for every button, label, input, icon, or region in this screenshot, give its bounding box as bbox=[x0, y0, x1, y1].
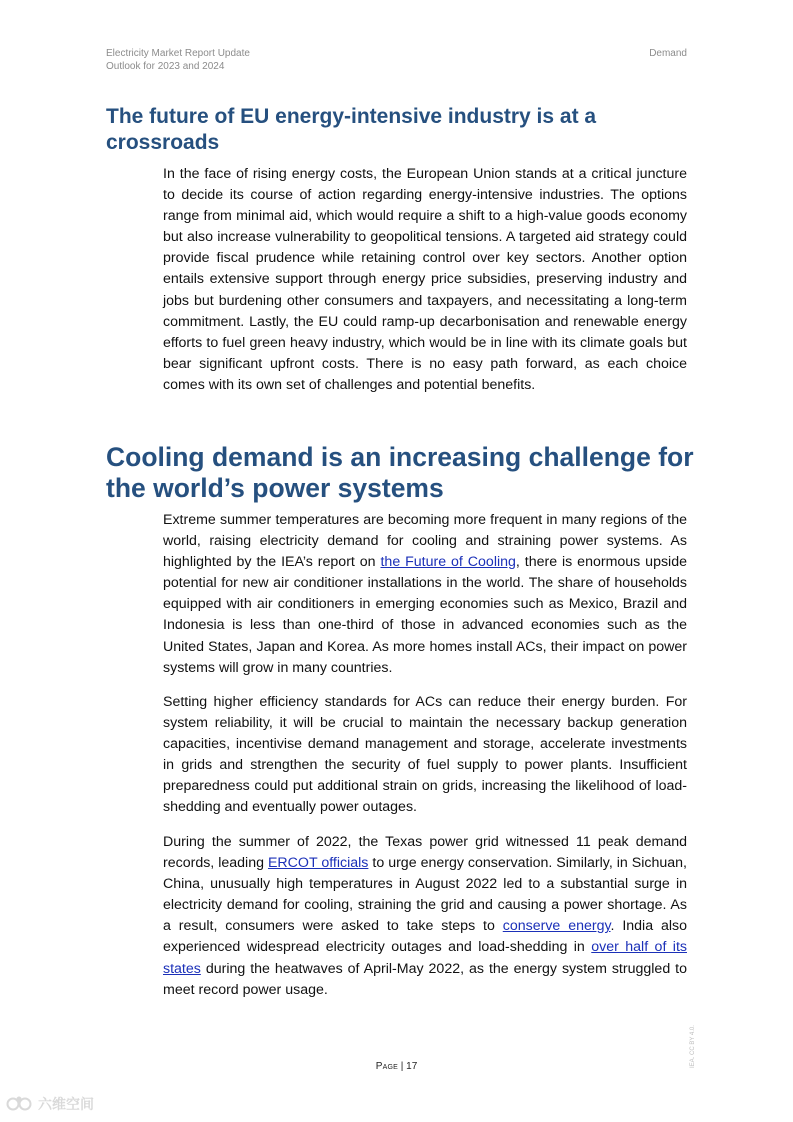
page-number: 17 bbox=[406, 1061, 418, 1072]
report-subtitle: Outlook for 2023 and 2024 bbox=[106, 61, 225, 72]
cooling-demand-heading: Cooling demand is an increasing challenge for the world’s power systems bbox=[106, 442, 694, 503]
cooling-p3-text-b: to urge energy conservation. Similarly, in Sichuan, China, unusually high temperatures in August 2022 led to a substantial surge in electricity demand for cooling, straining the grid and causing a power shortage. As a result, consumers were asked to take steps to bbox=[163, 855, 687, 935]
cooling-paragraph-1 bbox=[163, 510, 687, 679]
page-footer bbox=[0, 1061, 793, 1072]
cooling-paragraph-3 bbox=[163, 832, 687, 1001]
cooling-p1-text-a: Extreme summer temperatures are becoming more frequent in many regions of the world, raising electricity demand for cooling and straining power systems. As highlighted by the IEA’s report on bbox=[163, 512, 687, 571]
section-label: Demand bbox=[649, 48, 687, 59]
future-of-cooling-link[interactable]: the Future of Cooling bbox=[380, 554, 516, 571]
cooling-p3-text-c: . India also experienced widespread electricity outages and load-shedding in bbox=[163, 918, 687, 956]
ercot-officials-link[interactable]: ERCOT officials bbox=[267, 855, 369, 872]
license-note: IEA. CC BY 4.0. bbox=[690, 1025, 696, 1068]
eu-industry-paragraph: In the face of rising energy costs, the European Union stands at a critical juncture to decide its course of action regarding energy-intensive industries. The options range from minimal aid, which would require a shift to a high-value goods economy but also increase vulnerability to geopolitical tensions. A targeted aid strategy could provide fiscal prudence while retaining control over key sectors. Another option entails extensive support through energy price subsidies, preserving industry and jobs but burdening other consumers and taxpayers, and necessitating a long-term commitment. Lastly, the EU could ramp-up decarbonisation and renewable energy efforts to fuel green heavy industry, which would be in line with its climate goals but bear significant upfront costs. There is no easy path forward, as each choice comes with its own set of challenges and potential benefits. bbox=[163, 166, 687, 393]
over-half-states-link[interactable]: over half of its states bbox=[163, 939, 687, 977]
cooling-p3-text-d: during the heatwaves of April-May 2022, as the energy system struggled to meet record power usage. bbox=[163, 960, 687, 998]
cooling-paragraph-2: Setting higher efficiency standards for ACs can reduce their energy burden. For system reliability, it will be crucial to maintain the necessary backup generation capacities, incentivise demand management and storage, accelerate investments in grids and strengthen the security of fuel supply to power plants. Insufficient preparedness could put additional strain on grids, increasing the likelihood of load-shedding and eventually power outages. bbox=[163, 694, 687, 816]
eu-industry-heading: The future of EU energy-intensive industry is at a crossroads bbox=[106, 105, 597, 154]
watermark bbox=[6, 1094, 94, 1114]
conserve-energy-link[interactable]: conserve energy bbox=[502, 918, 611, 935]
cooling-p1-text-b: , there is enormous upside potential for new air conditioner installations in the world. The share of households equipped with air conditioners in emerging economies such as Mexico, Brazil and Indonesia is less than one-third of those in advanced economies such as the United States, Japan and Korea. As more homes install ACs, their impact on power systems will grow in many countries. bbox=[163, 554, 687, 676]
page-separator: | bbox=[397, 1061, 407, 1072]
cooling-p3-text-a: During the summer of 2022, the Texas power grid witnessed 11 peak demand records, leading bbox=[163, 834, 687, 872]
watermark-logo-icon bbox=[6, 1095, 34, 1113]
watermark-text: 六维空间 bbox=[38, 1096, 94, 1112]
report-header bbox=[106, 47, 250, 73]
report-title: Electricity Market Report Update bbox=[106, 48, 250, 59]
page-label: Page bbox=[375, 1061, 398, 1072]
